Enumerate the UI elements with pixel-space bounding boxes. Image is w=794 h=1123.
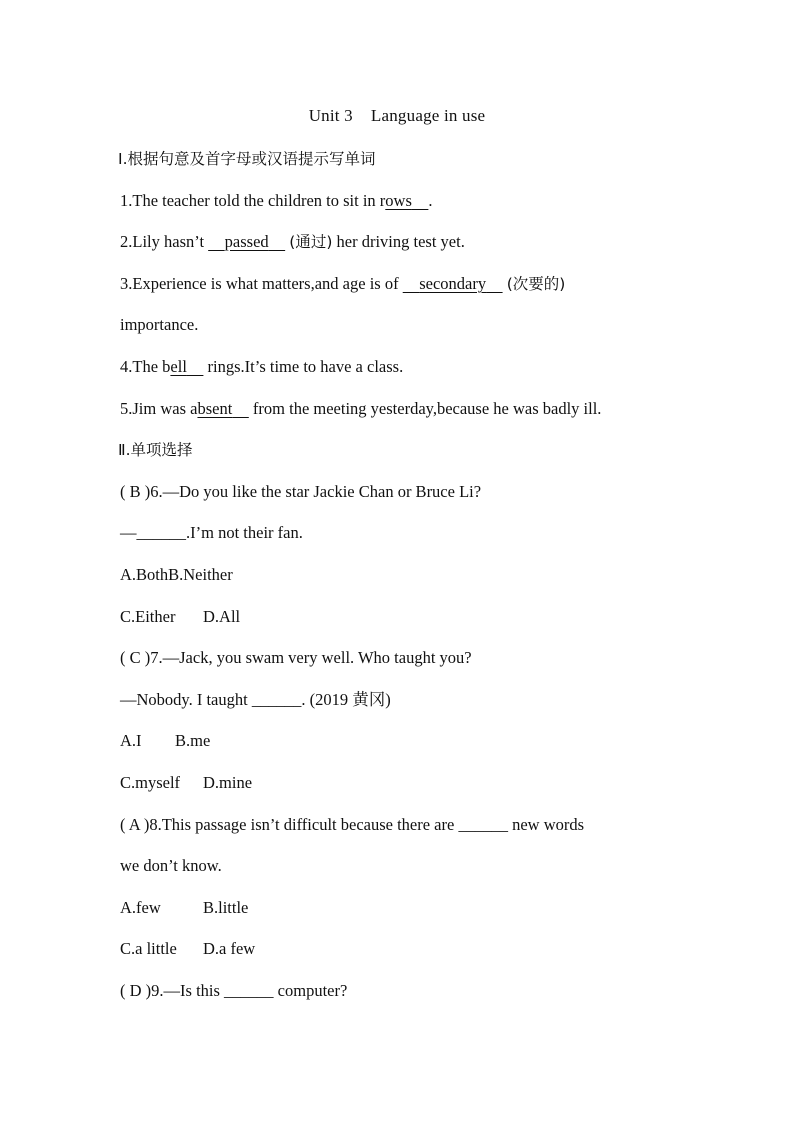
question-1: 1.The teacher told the children to sit in rows . [120, 191, 433, 210]
option-d: D.a few [203, 939, 256, 958]
option-a: A.few [120, 898, 161, 917]
section2-heading: Ⅱ.单项选择 [118, 441, 193, 459]
answer-4: ell [170, 357, 187, 376]
option-c: C.a little [120, 939, 177, 958]
question-2: 2.Lily hasn’t passed (通过) her driving test yet. [120, 232, 465, 251]
unit-label: Unit 3 [308, 106, 353, 125]
question-7-options-ab [120, 730, 210, 752]
answer-1: ows [385, 191, 412, 210]
option-d: D.mine [203, 773, 253, 792]
question-7-reply: —Nobody. I taught ______. (2019 黄冈) [120, 690, 391, 709]
option-a: A.I [120, 731, 142, 750]
question-4: 4.The bell rings.It’s time to have a class. [120, 357, 404, 376]
option-c: C.myself [120, 773, 181, 792]
question-3-continued: importance. [120, 315, 199, 334]
question-6-options-cd [120, 606, 240, 628]
question-8-options-cd [120, 938, 255, 960]
unit-topic: Language in use [370, 106, 486, 125]
question-7-stem: ( C )7.—Jack, you swam very well. Who taught you? [120, 648, 472, 667]
option-c: C.Either [120, 607, 176, 626]
section1-heading: Ⅰ.根据句意及首字母或汉语提示写单词 [118, 150, 376, 168]
question-6-options-ab [120, 564, 233, 586]
question-8-stem: ( A )8.This passage isn’t difficult because there are ______ new words [120, 815, 585, 834]
option-b: B.Neither [168, 565, 233, 584]
question-6-stem: ( B )6.—Do you like the star Jackie Chan or Bruce Li? [120, 482, 482, 501]
question-6-reply: —______.I’m not their fan. [120, 523, 303, 542]
answer-2: passed [224, 232, 269, 251]
hint-2: (通过) [289, 233, 333, 251]
answer-3: secondary [419, 274, 487, 293]
option-a: A.Both [120, 565, 169, 584]
option-b: B.me [175, 731, 211, 750]
question-9-stem: ( D )9.—Is this ______ computer? [120, 981, 348, 1000]
option-d: D.All [203, 607, 241, 626]
question-5: 5.Jim was absent from the meeting yesterday,because he was badly ill. [120, 399, 602, 418]
question-3: 3.Experience is what matters,and age is of secondary (次要的) [120, 274, 566, 293]
question-7-options-cd [120, 772, 252, 794]
hint-3: (次要的) [506, 275, 566, 293]
option-b: B.little [203, 898, 249, 917]
answer-5: bsent [197, 399, 233, 418]
question-8-continued: we don’t know. [120, 856, 222, 875]
question-8-options-ab [120, 897, 248, 919]
page-title [0, 106, 794, 126]
